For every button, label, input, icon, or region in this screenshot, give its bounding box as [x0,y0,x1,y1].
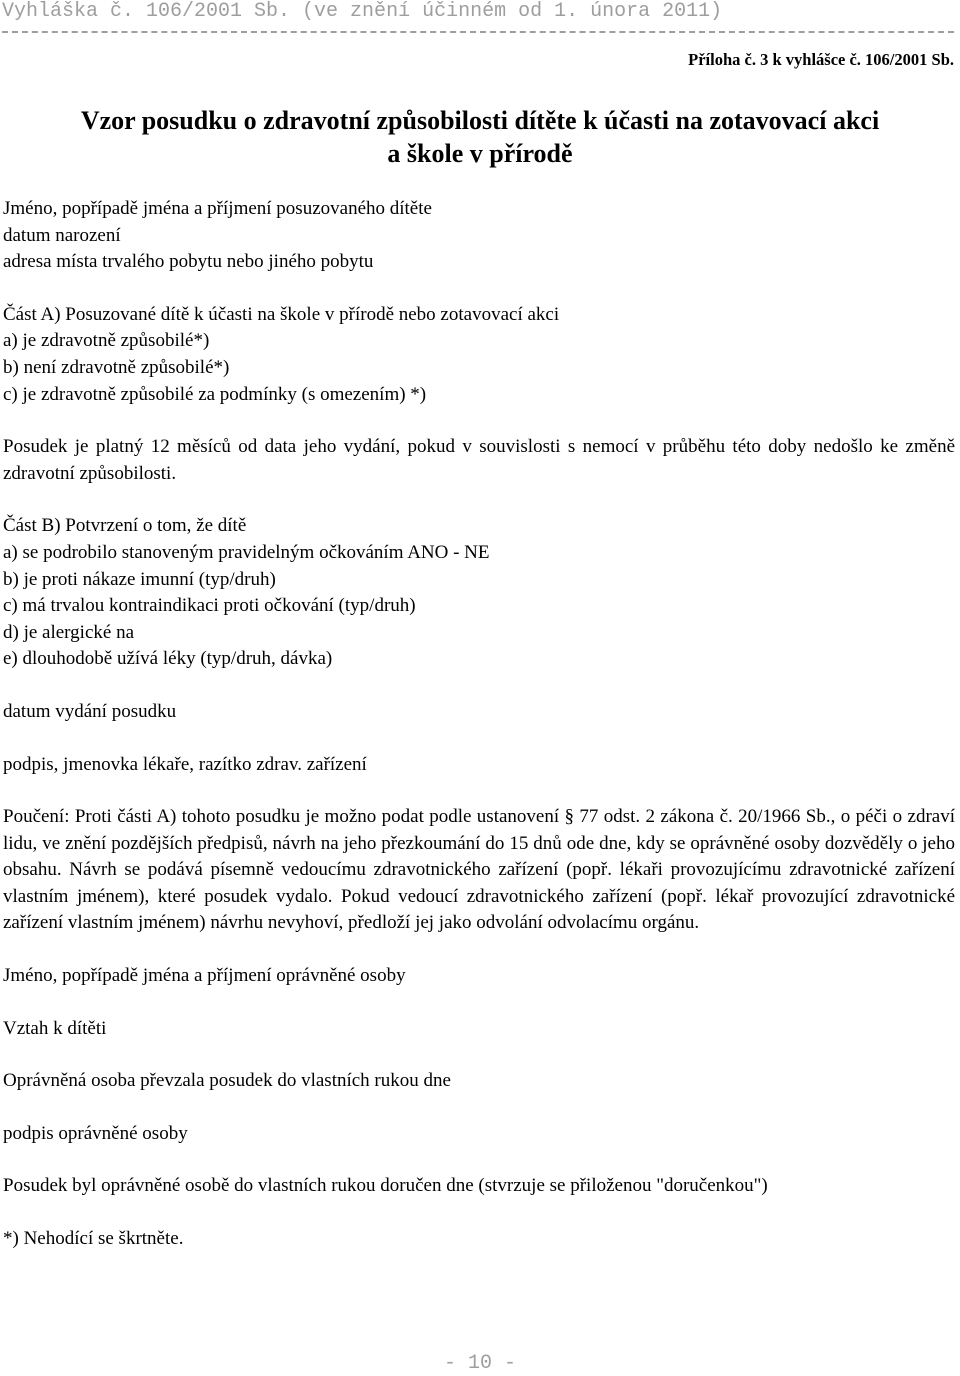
spacer [3,673,955,699]
part-b-item-d: d) je alergické na [3,621,134,643]
part-b-item-b: b) je proti nákaze imunní (typ/druh) [3,568,276,590]
document-title [0,104,960,170]
delivered-field: Posudek byl oprávněné osobě do vlastních rukou doručen dne (stvrzuje se přiloženou "doručenkou") [3,1175,768,1197]
received-field: Oprávněná osoba převzala posudek do vlastních rukou dne [3,1070,451,1092]
birth-date-field: datum narození [3,224,121,246]
validity-paragraph: Posudek je platný 12 měsíců od data jeho vydání, pokud v souvislosti s nemocí v průběhu této doby nedošlo ke změně zdravotní způsobilosti. [3,436,955,484]
footnote: *) Nehodící se škrtněte. [3,1228,184,1250]
header-divider [2,31,954,33]
spacer [3,778,955,804]
part-a-option-a: a) je zdravotně způsobilé*) [3,330,210,352]
running-header: Vyhláška č. 106/2001 Sb. (ve znění účinném od 1. února 2011) [2,0,723,23]
authorized-person-field: Jméno, popřípadě jména a příjmení oprávněné osoby [3,965,406,987]
relation-field: Vztah k dítěti [3,1017,107,1039]
part-b-item-e: e) dlouhodobě užívá léky (typ/druh, dávka) [3,648,333,670]
spacer [3,726,955,752]
part-b-item-a: a) se podrobilo stanoveným pravidelným očkováním ANO - NE [3,541,490,563]
title-line-1: Vzor posudku o zdravotní způsobilosti dítěte k účasti na zotavovací akci [80,106,880,135]
page-number: - 10 - [443,1352,516,1375]
part-a-option-b: b) není zdravotně způsobilé*) [3,356,230,378]
spacer [3,408,955,434]
address-field: adresa místa trvalého pobytu nebo jiného pobytu [3,251,374,273]
spacer [3,276,955,302]
spacer [3,990,955,1016]
spacer [3,1042,955,1068]
issue-date-field: datum vydání posudku [3,700,177,722]
doctor-signature-field: podpis, jmenovka lékaře, razítko zdrav. zařízení [3,753,367,775]
part-a-heading: Část A) Posuzované dítě k účasti na škole v přírodě nebo zotavovací akci [3,303,560,325]
spacer [3,1200,955,1226]
part-b-item-c: c) má trvalou kontraindikaci proti očkování (typ/druh) [3,595,416,617]
authorized-signature-field: podpis oprávněné osoby [3,1122,188,1144]
part-a-option-c: c) je zdravotně způsobilé za podmínky (s omezením) *) [3,383,427,405]
spacer [3,1095,955,1121]
instruction-paragraph: Poučení: Proti části A) tohoto posudku je možno podat podle ustanovení § 77 odst. 2 zákona č. 20/1966 Sb., o péči o zdraví lidu, ve znění pozdějších předpisů, návrh na jeho přezkoumání do 15 dnů ode dne, kdy se oprávněné osoby dozvěděly o jeho obsahu. Návrh se podává písemně vedoucímu zdravotnického zařízení (popř. lékaři provozujícímu zdravotnické zařízení vlastním jménem), které posudek vydalo. Pokud vedoucí zdravotnického zařízení (popř. lékař provozující zdravotnické zařízení vlastním jménem) návrhu nevyhoví, předloží jej jako odvolání odvolacímu orgánu. [3,806,955,934]
part-b-heading: Část B) Potvrzení o tom, že dítě [3,515,247,537]
child-name-field: Jméno, popřípadě jména a příjmení posuzovaného dítěte [3,198,432,219]
spacer [3,937,955,963]
title-line-2: a škole v přírodě [387,139,573,168]
spacer [3,1147,955,1173]
spacer [3,487,955,513]
annex-label: Příloha č. 3 k vyhlášce č. 106/2001 Sb. [688,50,954,69]
document-body [3,196,955,1253]
